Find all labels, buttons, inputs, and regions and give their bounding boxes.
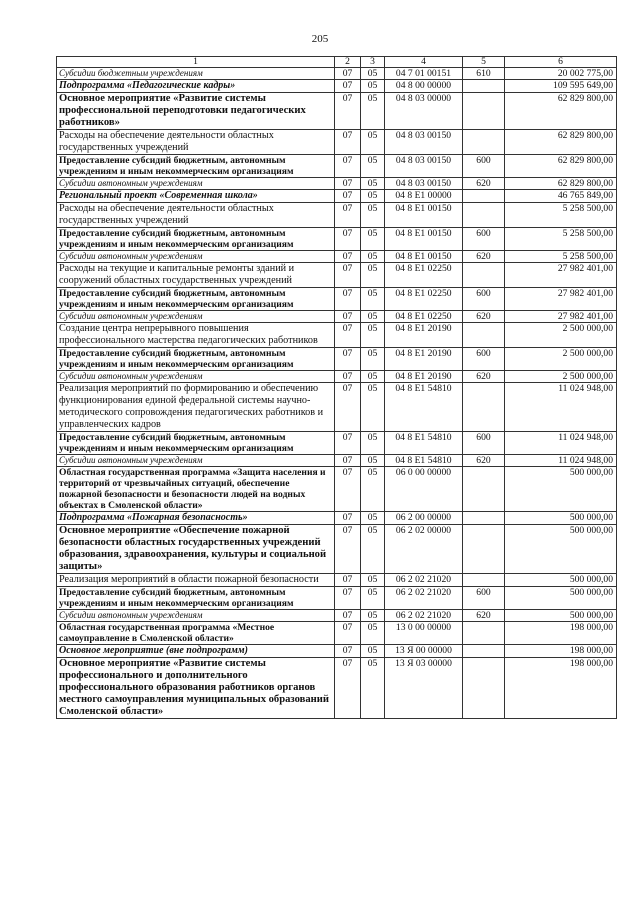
- header-col-target-code: 4: [385, 57, 463, 68]
- row-section-cell: 07: [335, 658, 361, 719]
- table-row: [57, 383, 617, 432]
- row-subsection-cell: 05: [361, 348, 385, 371]
- table-row: [57, 155, 617, 178]
- row-expense-type-cell: [463, 512, 505, 525]
- row-section-cell: 07: [335, 622, 361, 645]
- row-target-code-cell: 04 8 E1 02250: [385, 263, 463, 288]
- row-section-cell: 07: [335, 323, 361, 348]
- row-section-cell: 07: [335, 263, 361, 288]
- row-amount-cell: 5 258 500,00: [505, 203, 617, 228]
- row-name-cell: Областная государственная программа «Защита населения и территорий от чрезвычайных ситуаций, обеспечение пожарной безопасности и безопасности людей на водных объектах в Смоленской области»: [57, 467, 335, 512]
- row-section-cell: 07: [335, 178, 361, 190]
- row-section-cell: 07: [335, 251, 361, 263]
- row-subsection-cell: 05: [361, 574, 385, 587]
- row-subsection-cell: 05: [361, 311, 385, 323]
- row-amount-cell: 62 829 800,00: [505, 93, 617, 130]
- row-expense-type-cell: 600: [463, 288, 505, 311]
- row-name-cell: Расходы на обеспечение деятельности областных государственных учреждений: [57, 130, 335, 155]
- table-row: [57, 467, 617, 512]
- table-header-row: [57, 57, 617, 68]
- row-target-code-cell: 04 8 E1 20190: [385, 348, 463, 371]
- row-subsection-cell: 05: [361, 525, 385, 574]
- budget-table-container: [56, 56, 616, 719]
- row-expense-type-cell: [463, 323, 505, 348]
- row-name-cell: Основное мероприятие «Развитие системы профессионального и дополнительного профессионального образования работников органов местного самоуправления муниципальных образований Смоленской области»: [57, 658, 335, 719]
- row-subsection-cell: 05: [361, 658, 385, 719]
- row-subsection-cell: 05: [361, 178, 385, 190]
- row-amount-cell: 27 982 401,00: [505, 288, 617, 311]
- row-name-cell: Предоставление субсидий бюджетным, автономным учреждениям и иным некоммерческим организациям: [57, 228, 335, 251]
- row-name-cell: Предоставление субсидий бюджетным, автономным учреждениям и иным некоммерческим организациям: [57, 348, 335, 371]
- row-section-cell: 07: [335, 432, 361, 455]
- row-expense-type-cell: 610: [463, 68, 505, 80]
- table-row: [57, 645, 617, 658]
- row-section-cell: 07: [335, 383, 361, 432]
- row-name-cell: Расходы на обеспечение деятельности областных государственных учреждений: [57, 203, 335, 228]
- table-row: [57, 178, 617, 190]
- row-target-code-cell: 13 Я 00 00000: [385, 645, 463, 658]
- row-target-code-cell: 04 8 E1 00150: [385, 251, 463, 263]
- row-subsection-cell: 05: [361, 323, 385, 348]
- row-amount-cell: 27 982 401,00: [505, 311, 617, 323]
- row-amount-cell: 5 258 500,00: [505, 251, 617, 263]
- row-section-cell: 07: [335, 348, 361, 371]
- row-target-code-cell: 04 8 E1 20190: [385, 371, 463, 383]
- header-col-amount: 6: [505, 57, 617, 68]
- row-section-cell: 07: [335, 645, 361, 658]
- row-name-cell: Создание центра непрерывного повышения профессионального мастерства педагогических работников: [57, 323, 335, 348]
- table-row: [57, 203, 617, 228]
- row-target-code-cell: 04 8 03 00150: [385, 155, 463, 178]
- row-section-cell: 07: [335, 130, 361, 155]
- row-section-cell: 07: [335, 610, 361, 622]
- row-subsection-cell: 05: [361, 203, 385, 228]
- row-name-cell: Основное мероприятие (вне подпрограмм): [57, 645, 335, 658]
- row-expense-type-cell: 620: [463, 371, 505, 383]
- row-target-code-cell: 06 2 02 21020: [385, 574, 463, 587]
- row-amount-cell: 500 000,00: [505, 587, 617, 610]
- row-name-cell: Субсидии автономным учреждениям: [57, 311, 335, 323]
- row-expense-type-cell: 620: [463, 178, 505, 190]
- row-amount-cell: 500 000,00: [505, 467, 617, 512]
- row-target-code-cell: 06 2 02 00000: [385, 525, 463, 574]
- row-expense-type-cell: 600: [463, 432, 505, 455]
- row-section-cell: 07: [335, 228, 361, 251]
- row-section-cell: 07: [335, 288, 361, 311]
- row-name-cell: Подпрограмма «Педагогические кадры»: [57, 80, 335, 93]
- row-amount-cell: 11 024 948,00: [505, 455, 617, 467]
- table-row: [57, 622, 617, 645]
- row-expense-type-cell: [463, 525, 505, 574]
- row-target-code-cell: 04 8 03 00150: [385, 130, 463, 155]
- row-amount-cell: 62 829 800,00: [505, 178, 617, 190]
- row-amount-cell: 46 765 849,00: [505, 190, 617, 203]
- budget-table: [56, 56, 617, 719]
- table-row: [57, 190, 617, 203]
- row-section-cell: 07: [335, 467, 361, 512]
- row-target-code-cell: 04 8 E1 00150: [385, 203, 463, 228]
- row-name-cell: Основное мероприятие «Развитие системы профессиональной переподготовки педагогических работников»: [57, 93, 335, 130]
- table-row: [57, 525, 617, 574]
- table-body: [57, 68, 617, 719]
- table-row: [57, 263, 617, 288]
- row-target-code-cell: 04 8 E1 20190: [385, 323, 463, 348]
- table-row: [57, 228, 617, 251]
- row-expense-type-cell: 600: [463, 348, 505, 371]
- row-expense-type-cell: [463, 645, 505, 658]
- row-target-code-cell: 04 8 00 00000: [385, 80, 463, 93]
- row-subsection-cell: 05: [361, 93, 385, 130]
- table-row: [57, 432, 617, 455]
- row-amount-cell: 500 000,00: [505, 525, 617, 574]
- row-name-cell: Реализация мероприятий в области пожарной безопасности: [57, 574, 335, 587]
- row-target-code-cell: 06 2 00 00000: [385, 512, 463, 525]
- row-target-code-cell: 06 0 00 00000: [385, 467, 463, 512]
- row-expense-type-cell: 600: [463, 155, 505, 178]
- row-amount-cell: 27 982 401,00: [505, 263, 617, 288]
- row-subsection-cell: 05: [361, 68, 385, 80]
- row-section-cell: 07: [335, 203, 361, 228]
- row-target-code-cell: 04 7 01 00151: [385, 68, 463, 80]
- row-name-cell: Реализация мероприятий по формированию и обеспечению функционирования единой федеральной системы научно-методического сопровождения педагогических работников и управленческих кадров: [57, 383, 335, 432]
- row-section-cell: 07: [335, 190, 361, 203]
- table-row: [57, 455, 617, 467]
- row-subsection-cell: 05: [361, 467, 385, 512]
- row-subsection-cell: 05: [361, 371, 385, 383]
- row-amount-cell: 2 500 000,00: [505, 348, 617, 371]
- row-section-cell: 07: [335, 311, 361, 323]
- row-name-cell: Подпрограмма «Пожарная безопасность»: [57, 512, 335, 525]
- row-expense-type-cell: [463, 263, 505, 288]
- row-subsection-cell: 05: [361, 432, 385, 455]
- row-subsection-cell: 05: [361, 610, 385, 622]
- row-section-cell: 07: [335, 525, 361, 574]
- row-name-cell: Основное мероприятие «Обеспечение пожарной безопасности областных государственных учреждений образования, здравоохранения, культуры и социальной защиты»: [57, 525, 335, 574]
- table-row: [57, 288, 617, 311]
- row-subsection-cell: 05: [361, 383, 385, 432]
- row-target-code-cell: 04 8 03 00000: [385, 93, 463, 130]
- row-amount-cell: 198 000,00: [505, 622, 617, 645]
- row-section-cell: 07: [335, 574, 361, 587]
- table-row: [57, 251, 617, 263]
- row-amount-cell: 500 000,00: [505, 610, 617, 622]
- row-subsection-cell: 05: [361, 228, 385, 251]
- table-row: [57, 80, 617, 93]
- row-name-cell: Областная государственная программа «Местное самоуправление в Смоленской области»: [57, 622, 335, 645]
- row-target-code-cell: 06 2 02 21020: [385, 587, 463, 610]
- table-row: [57, 93, 617, 130]
- table-row: [57, 658, 617, 719]
- header-col-section: 2: [335, 57, 361, 68]
- row-subsection-cell: 05: [361, 130, 385, 155]
- row-expense-type-cell: [463, 574, 505, 587]
- table-row: [57, 348, 617, 371]
- row-amount-cell: 2 500 000,00: [505, 323, 617, 348]
- row-target-code-cell: 04 8 E1 54810: [385, 432, 463, 455]
- row-section-cell: 07: [335, 371, 361, 383]
- row-amount-cell: 2 500 000,00: [505, 371, 617, 383]
- row-expense-type-cell: [463, 190, 505, 203]
- row-name-cell: Предоставление субсидий бюджетным, автономным учреждениям и иным некоммерческим организациям: [57, 587, 335, 610]
- row-amount-cell: 62 829 800,00: [505, 130, 617, 155]
- row-expense-type-cell: [463, 93, 505, 130]
- row-amount-cell: 11 024 948,00: [505, 432, 617, 455]
- row-amount-cell: 20 002 775,00: [505, 68, 617, 80]
- row-target-code-cell: 13 Я 03 00000: [385, 658, 463, 719]
- row-amount-cell: 198 000,00: [505, 645, 617, 658]
- row-name-cell: Расходы на текущие и капитальные ремонты зданий и сооружений областных государственных учреждений: [57, 263, 335, 288]
- row-target-code-cell: 06 2 02 21020: [385, 610, 463, 622]
- row-expense-type-cell: 620: [463, 251, 505, 263]
- row-subsection-cell: 05: [361, 288, 385, 311]
- row-expense-type-cell: 600: [463, 587, 505, 610]
- row-name-cell: Субсидии автономным учреждениям: [57, 371, 335, 383]
- row-expense-type-cell: 600: [463, 228, 505, 251]
- row-subsection-cell: 05: [361, 455, 385, 467]
- row-target-code-cell: 04 8 E1 00150: [385, 228, 463, 251]
- row-section-cell: 07: [335, 155, 361, 178]
- row-section-cell: 07: [335, 587, 361, 610]
- row-name-cell: Предоставление субсидий бюджетным, автономным учреждениям и иным некоммерческим организациям: [57, 155, 335, 178]
- row-name-cell: Предоставление субсидий бюджетным, автономным учреждениям и иным некоммерческим организациям: [57, 288, 335, 311]
- page-number: 205: [311, 33, 329, 45]
- row-name-cell: Субсидии бюджетным учреждениям: [57, 68, 335, 80]
- row-expense-type-cell: 620: [463, 455, 505, 467]
- row-expense-type-cell: [463, 383, 505, 432]
- row-section-cell: 07: [335, 68, 361, 80]
- table-row: [57, 68, 617, 80]
- row-target-code-cell: 13 0 00 00000: [385, 622, 463, 645]
- row-subsection-cell: 05: [361, 155, 385, 178]
- row-section-cell: 07: [335, 455, 361, 467]
- header-col-name: 1: [57, 57, 335, 68]
- row-expense-type-cell: [463, 622, 505, 645]
- row-section-cell: 07: [335, 80, 361, 93]
- row-name-cell: Региональный проект «Современная школа»: [57, 190, 335, 203]
- row-target-code-cell: 04 8 E1 02250: [385, 288, 463, 311]
- table-row: [57, 587, 617, 610]
- row-target-code-cell: 04 8 E1 54810: [385, 383, 463, 432]
- header-col-expense-type: 5: [463, 57, 505, 68]
- table-row: [57, 610, 617, 622]
- row-section-cell: 07: [335, 512, 361, 525]
- row-amount-cell: 109 595 649,00: [505, 80, 617, 93]
- row-expense-type-cell: 620: [463, 311, 505, 323]
- row-target-code-cell: 04 8 E1 02250: [385, 311, 463, 323]
- row-subsection-cell: 05: [361, 263, 385, 288]
- row-name-cell: Предоставление субсидий бюджетным, автономным учреждениям и иным некоммерческим организациям: [57, 432, 335, 455]
- row-subsection-cell: 05: [361, 190, 385, 203]
- row-expense-type-cell: [463, 467, 505, 512]
- row-target-code-cell: 04 8 E1 00000: [385, 190, 463, 203]
- row-expense-type-cell: [463, 658, 505, 719]
- table-row: [57, 574, 617, 587]
- row-name-cell: Субсидии автономным учреждениям: [57, 455, 335, 467]
- row-expense-type-cell: [463, 130, 505, 155]
- row-target-code-cell: 04 8 03 00150: [385, 178, 463, 190]
- table-row: [57, 371, 617, 383]
- row-amount-cell: 62 829 800,00: [505, 155, 617, 178]
- row-subsection-cell: 05: [361, 251, 385, 263]
- row-subsection-cell: 05: [361, 587, 385, 610]
- row-amount-cell: 500 000,00: [505, 574, 617, 587]
- row-name-cell: Субсидии автономным учреждениям: [57, 251, 335, 263]
- table-row: [57, 323, 617, 348]
- row-subsection-cell: 05: [361, 512, 385, 525]
- row-expense-type-cell: 620: [463, 610, 505, 622]
- row-subsection-cell: 05: [361, 80, 385, 93]
- row-name-cell: Субсидии автономным учреждениям: [57, 610, 335, 622]
- row-amount-cell: 500 000,00: [505, 512, 617, 525]
- row-expense-type-cell: [463, 203, 505, 228]
- table-row: [57, 130, 617, 155]
- row-amount-cell: 11 024 948,00: [505, 383, 617, 432]
- row-subsection-cell: 05: [361, 645, 385, 658]
- row-section-cell: 07: [335, 93, 361, 130]
- row-amount-cell: 198 000,00: [505, 658, 617, 719]
- row-expense-type-cell: [463, 80, 505, 93]
- row-subsection-cell: 05: [361, 622, 385, 645]
- header-col-subsection: 3: [361, 57, 385, 68]
- row-name-cell: Субсидии автономным учреждениям: [57, 178, 335, 190]
- table-row: [57, 311, 617, 323]
- row-target-code-cell: 04 8 E1 54810: [385, 455, 463, 467]
- row-amount-cell: 5 258 500,00: [505, 228, 617, 251]
- table-row: [57, 512, 617, 525]
